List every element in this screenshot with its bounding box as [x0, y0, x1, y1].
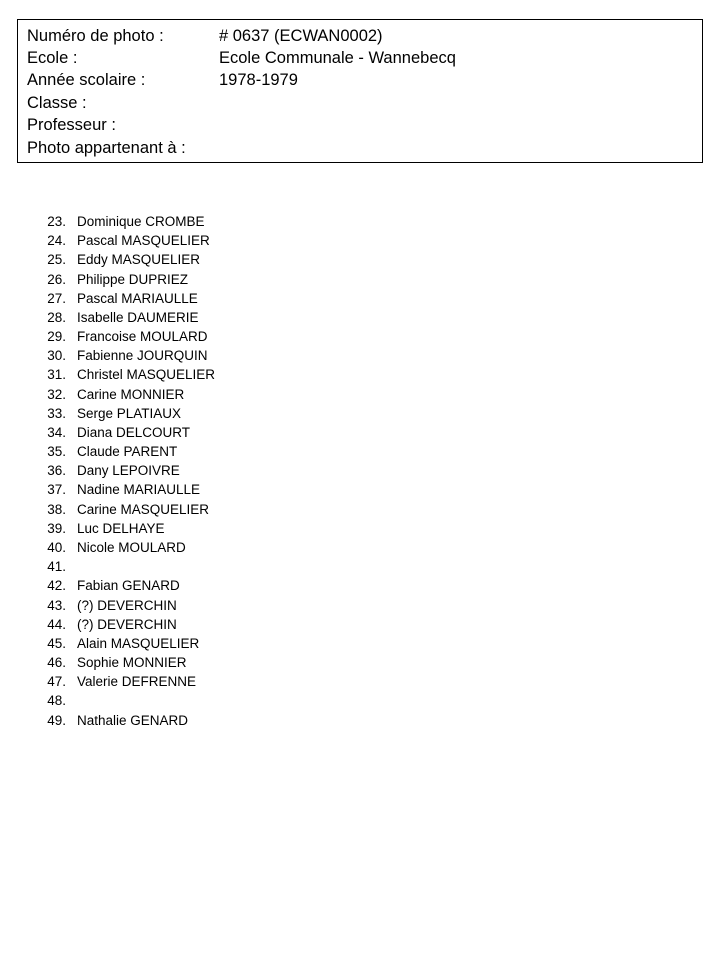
list-item — [0, 250, 720, 269]
list-item — [0, 557, 720, 576]
student-name-list — [0, 212, 720, 730]
list-item — [0, 519, 720, 538]
list-item — [0, 634, 720, 653]
list-item — [0, 461, 720, 480]
list-item-number: 41. — [47, 559, 66, 575]
list-item-name: Carine MASQUELIER — [77, 501, 210, 517]
list-item-number: 29. — [47, 329, 66, 345]
list-item — [0, 327, 720, 346]
list-item-number: 42. — [47, 578, 66, 594]
info-row-teacher — [18, 115, 702, 137]
list-item — [0, 691, 720, 710]
list-item-name: Diana DELCOURT — [77, 424, 191, 440]
list-item-number: 30. — [47, 348, 66, 364]
info-label: Année scolaire : — [27, 71, 146, 90]
list-item-name: Eddy MASQUELIER — [77, 252, 201, 268]
list-item-number: 31. — [47, 367, 66, 383]
list-item-number: 33. — [47, 405, 66, 421]
list-item-name: Fabian GENARD — [77, 578, 180, 594]
list-item-number: 28. — [47, 309, 66, 325]
photo-info-box — [17, 19, 703, 163]
list-item-name: (?) DEVERCHIN — [77, 597, 177, 613]
list-item — [0, 385, 720, 404]
list-item — [0, 289, 720, 308]
list-item — [0, 672, 720, 691]
list-item — [0, 480, 720, 499]
info-value: 1978-1979 — [219, 71, 298, 90]
list-item-number: 25. — [47, 252, 66, 268]
list-item-name: Philippe DUPRIEZ — [77, 271, 189, 287]
list-item-name: Dany LEPOIVRE — [77, 463, 180, 479]
list-item-number: 45. — [47, 635, 66, 651]
list-item — [0, 365, 720, 384]
info-value: # 0637 (ECWAN0002) — [219, 26, 383, 45]
list-item-number: 43. — [47, 597, 66, 613]
list-item — [0, 595, 720, 614]
list-item-name: Pascal MASQUELIER — [77, 233, 210, 249]
list-item — [0, 308, 720, 327]
list-item-number: 49. — [47, 712, 66, 728]
info-row-school-year — [18, 70, 702, 92]
list-item — [0, 442, 720, 461]
list-item-number: 38. — [47, 501, 66, 517]
info-row-school — [18, 47, 702, 69]
list-item — [0, 231, 720, 250]
list-item-name: Fabienne JOURQUIN — [77, 348, 208, 364]
list-item-number: 27. — [47, 290, 66, 306]
list-item-number: 39. — [47, 520, 66, 536]
list-item-name: Serge PLATIAUX — [77, 405, 182, 421]
list-item-name: Nathalie GENARD — [77, 712, 189, 728]
list-item — [0, 404, 720, 423]
list-item — [0, 212, 720, 231]
info-row-photo-owner — [18, 137, 702, 159]
list-item-name: Dominique CROMBE — [77, 214, 205, 230]
list-item-name: Sophie MONNIER — [77, 655, 187, 671]
list-item-name: Francoise MOULARD — [77, 329, 208, 345]
info-label: Classe : — [27, 93, 87, 112]
list-item-name: Claude PARENT — [77, 444, 178, 460]
info-row-class — [18, 92, 702, 114]
list-item — [0, 500, 720, 519]
info-label: Professeur : — [27, 116, 116, 135]
list-item-number: 48. — [47, 693, 66, 709]
list-item-number: 46. — [47, 655, 66, 671]
list-item-name: Pascal MARIAULLE — [77, 290, 198, 306]
info-label: Ecole : — [27, 49, 78, 68]
list-item-name: Alain MASQUELIER — [77, 635, 200, 651]
list-item — [0, 346, 720, 365]
list-item — [0, 538, 720, 557]
list-item-number: 47. — [47, 674, 66, 690]
list-item-number: 26. — [47, 271, 66, 287]
list-item-number: 37. — [47, 482, 66, 498]
list-item — [0, 270, 720, 289]
list-item-name: Luc DELHAYE — [77, 520, 165, 536]
list-item — [0, 710, 720, 729]
list-item-name: Nicole MOULARD — [77, 540, 186, 555]
list-item-name: (?) DEVERCHIN — [77, 616, 177, 632]
info-value: Ecole Communale - Wannebecq — [219, 49, 456, 68]
list-item-number: 34. — [47, 424, 66, 440]
list-item-number: 44. — [47, 616, 66, 632]
list-item — [0, 576, 720, 595]
list-item-number: 32. — [47, 386, 66, 402]
list-item-name: Nadine MARIAULLE — [77, 482, 201, 498]
list-item-number: 23. — [47, 214, 66, 230]
list-item-number: 24. — [47, 233, 66, 249]
info-row-photo-number — [18, 25, 702, 47]
list-item-name: Valerie DEFRENNE — [77, 674, 197, 690]
list-item-number: 35. — [47, 444, 66, 460]
info-label: Numéro de photo : — [27, 26, 164, 45]
list-item — [0, 653, 720, 672]
list-item-name: Carine MONNIER — [77, 386, 185, 402]
list-item-name: Isabelle DAUMERIE — [77, 309, 199, 325]
list-item-name: Christel MASQUELIER — [77, 367, 216, 383]
list-item — [0, 615, 720, 634]
list-item-number: 40. — [47, 540, 66, 555]
list-item — [0, 423, 720, 442]
info-label: Photo appartenant à : — [27, 138, 186, 157]
list-item-number: 36. — [47, 463, 66, 479]
